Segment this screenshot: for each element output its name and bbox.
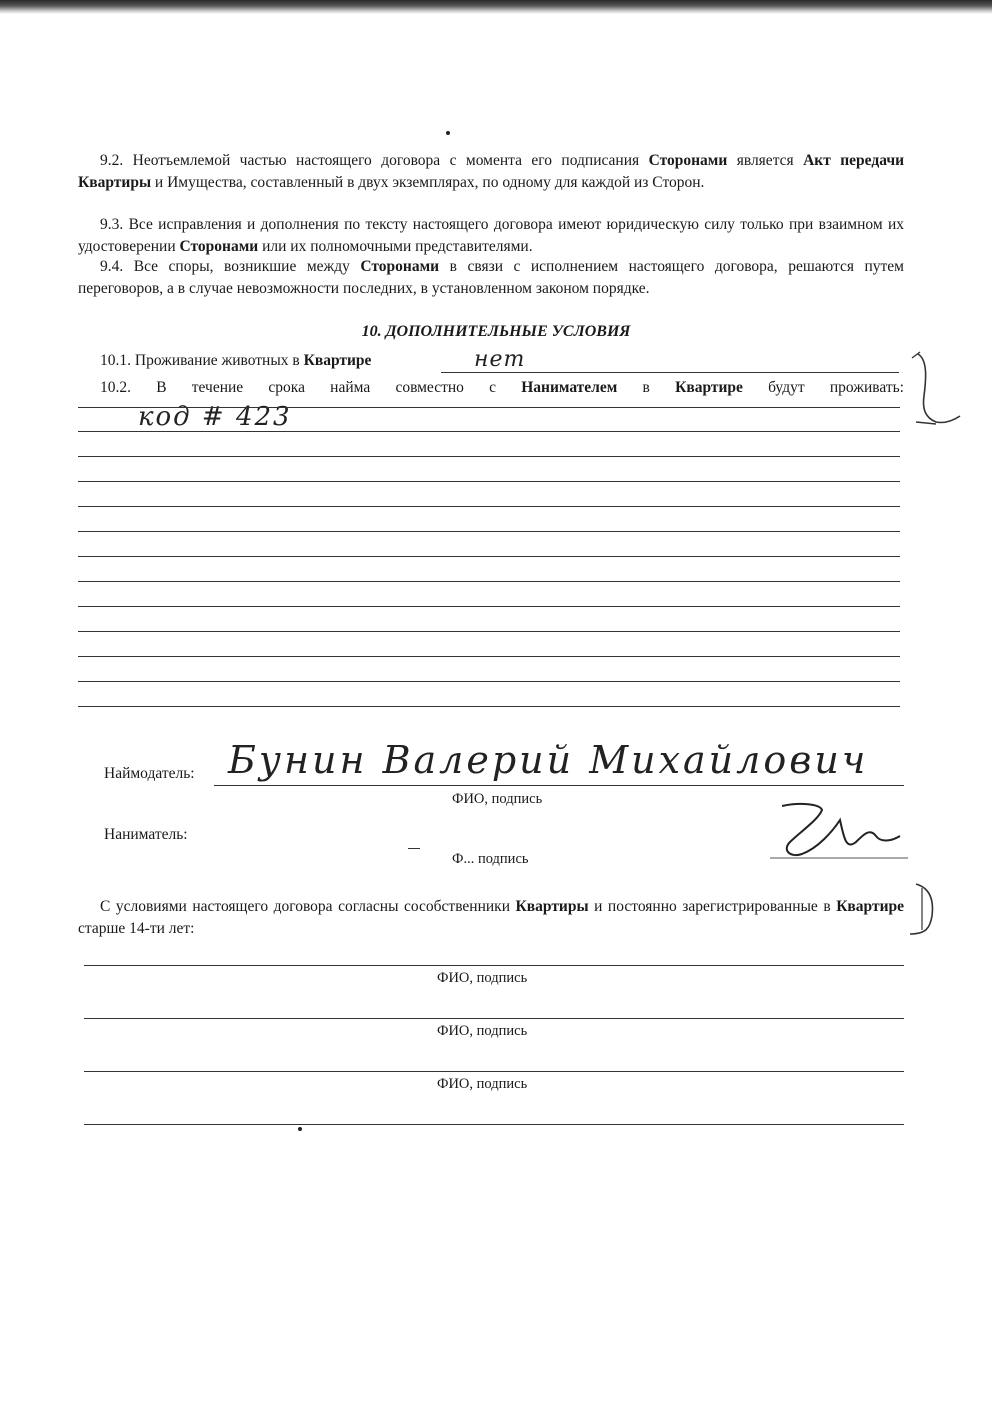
ruled-line — [78, 556, 900, 557]
clause-9-3: 9.3. Все исправления и дополнения по тексту настоящего договора имеют юридическую силу только при взаимном их удостоверении Сторонами или их полномочными представителями. — [78, 216, 904, 255]
handwritten-bracket-mark — [902, 880, 952, 940]
clause-10-1: 10.1. Проживание животных в Квартире — [100, 352, 372, 369]
tenant-caption: Ф... подпись — [452, 851, 529, 867]
tenant-fill-mark — [408, 848, 420, 849]
landlord-fill-line — [214, 785, 904, 786]
ruled-line — [78, 456, 900, 457]
landlord-signature — [760, 798, 910, 864]
co-owner-signature-line — [84, 1071, 904, 1072]
ruled-line — [78, 581, 900, 582]
ruled-line — [78, 656, 900, 657]
pets-fill-line — [441, 372, 899, 373]
residents-handwritten-entry: код # 423 — [138, 402, 292, 432]
tenant-label: Наниматель: — [104, 826, 188, 843]
scan-top-edge — [0, 0, 992, 14]
ruled-line — [78, 631, 900, 632]
clause-9-4: 9.4. Все споры, возникшие между Сторонами в связи с исполнением настоящего договора, решаются путем переговоров, а в случае невозможности последних, в установленном законом порядке. — [78, 258, 904, 297]
landlord-handwritten-name: Бунин Валерий Михайлович — [228, 738, 869, 782]
ruled-line — [78, 407, 900, 408]
co-owner-caption: ФИО, подпись — [437, 1023, 528, 1039]
co-owners-consent: С условиями настоящего договора согласны сособственники Квартиры и постоянно зарегистрированные в Квартире старше 14-ти лет: — [78, 898, 905, 937]
co-owner-caption: ФИО, подпись — [437, 1076, 528, 1092]
ruled-line — [78, 531, 900, 532]
scan-speck — [298, 1127, 302, 1131]
scan-speck — [446, 131, 450, 135]
ruled-line — [78, 606, 900, 607]
clause-10-2: 10.2. В течение срока найма совместно с Нанимателем в Квартире будут проживать: — [100, 379, 904, 396]
co-owner-signature-line — [84, 1124, 904, 1125]
pets-handwritten-answer: нет — [474, 347, 526, 372]
co-owner-signature-line — [84, 1018, 904, 1019]
ruled-line — [78, 706, 900, 707]
landlord-caption: ФИО, подпись — [452, 791, 543, 807]
co-owner-signature-line — [84, 965, 904, 966]
handwritten-bracket-mark — [906, 350, 966, 430]
ruled-line — [78, 506, 900, 507]
section-10-heading: 10. ДОПОЛНИТЕЛЬНЫЕ УСЛОВИЯ — [361, 323, 631, 340]
clause-9-2: 9.2. Неотъемлемой частью настоящего договора с момента его подписания Сторонами является Акт передачи Квартиры и Имущества, составленный в двух экземплярах, по одному для каждой из Сторон. — [78, 152, 904, 191]
ruled-line — [78, 431, 900, 432]
ruled-line — [78, 481, 900, 482]
co-owner-caption: ФИО, подпись — [437, 970, 528, 986]
landlord-label: Наймодатель: — [104, 765, 195, 782]
ruled-line — [78, 681, 900, 682]
